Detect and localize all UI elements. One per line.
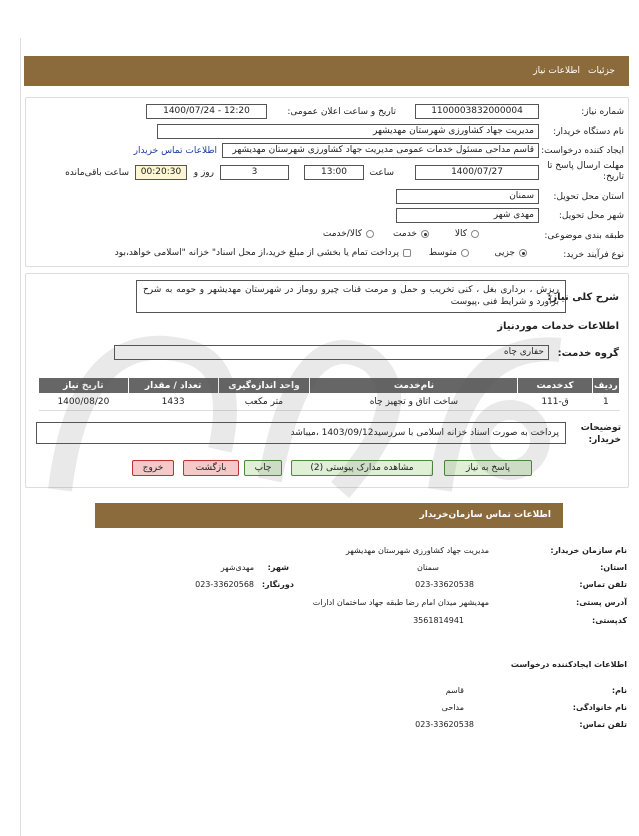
radio-icon xyxy=(366,230,374,238)
days-field: 3 xyxy=(220,165,289,180)
tab-details[interactable]: جزئیات xyxy=(588,66,615,76)
remaining-time-field: 00:20:30 xyxy=(135,165,187,180)
radio-selected-icon xyxy=(519,249,527,257)
announce-label: تاریخ و ساعت اعلان عمومی: xyxy=(287,107,396,117)
contact-city-value: مهدی‌شهر xyxy=(220,563,254,572)
buyer-notes-label: توضیحات خریدار: xyxy=(580,423,621,445)
creator-phone-value: 023-33620538 xyxy=(415,720,474,729)
checkbox-icon xyxy=(403,249,411,257)
org-label: نام سازمان خریدار: xyxy=(550,546,627,555)
summary-field: ریزش ، برداری بغل ، کنی تخریب و حمل و مرمت قنات چیرو روماز در شهرستان مهدیشهر و حومه به شرح برآورد و شرایط فنی ،پیوست xyxy=(136,280,566,313)
reply-button[interactable]: پاسخ به نیاز xyxy=(444,460,532,476)
print-button[interactable]: چاپ xyxy=(244,460,282,476)
category-option-goods[interactable]: کالا xyxy=(455,229,479,239)
table-header-row xyxy=(39,378,620,394)
table-row xyxy=(39,394,620,411)
deadline-time-label: ساعت xyxy=(369,168,394,178)
category-option-goods-service[interactable]: کالا/خدمت xyxy=(323,229,374,239)
buyer-field: مدیریت جهاد کشاورزی شهرستان مهدیشهر xyxy=(157,124,539,139)
group-field: حفاری چاه xyxy=(114,345,549,360)
contact-city-label: شهر: xyxy=(267,563,289,572)
creator-name-label: نام: xyxy=(611,686,627,695)
creator-info-heading: اطلاعات ایجادکننده درخواست xyxy=(510,660,627,669)
col-unit: واحد اندازه‌گیری xyxy=(218,378,310,394)
creator-name-value: قاسم xyxy=(445,686,464,695)
city-label: شهر محل تحویل: xyxy=(558,211,624,221)
col-name: نام‌خدمت xyxy=(310,378,518,394)
radio-icon xyxy=(471,230,479,238)
tab-need-info[interactable]: اطلاعات نیاز xyxy=(533,66,581,76)
col-qty: تعداد / مقدار xyxy=(128,378,218,394)
creator-phone-label: تلفن تماس: xyxy=(579,720,627,729)
fax-label: دورنگار: xyxy=(261,580,294,589)
address-value: مهدیشهر میدان امام رضا طبقه جهاد ساختمان ادارات xyxy=(312,598,489,607)
deadline-time-field: 13:00 xyxy=(304,165,364,180)
need-number-field: 1100003832000004 xyxy=(415,104,539,119)
tab-bar xyxy=(24,56,629,86)
need-number-label: شماره نیاز: xyxy=(581,107,624,117)
deadline-date-field: 1400/07/27 xyxy=(415,165,539,180)
services-table xyxy=(38,377,620,411)
contact-phone-label: تلفن تماس: xyxy=(579,580,627,589)
cell-unit: متر مکعب xyxy=(218,394,310,411)
services-heading: اطلاعات خدمات مورد‌نیاز xyxy=(497,321,619,332)
process-option-medium[interactable]: متوسط xyxy=(429,248,469,258)
view-attachments-button[interactable]: مشاهده مدارک پیوستی (2) xyxy=(291,460,433,476)
contact-province-label: استان: xyxy=(600,563,627,572)
city-field: مهدی شهر xyxy=(396,208,539,223)
province-label: استان محل تحویل: xyxy=(553,192,624,202)
province-field: سمنان xyxy=(396,189,539,204)
cell-qty: 1433 xyxy=(128,394,218,411)
creator-label: ایجاد کننده درخواست: xyxy=(541,146,624,156)
address-label: آدرس پستی: xyxy=(576,598,627,607)
creator-family-value: مداحی xyxy=(441,703,464,712)
payment-treasury-option[interactable]: پرداخت تمام یا بخشی از مبلغ خرید،از محل اسناد" خزانه "اسلامی خواهد،بود xyxy=(115,248,411,258)
radio-icon xyxy=(461,249,469,257)
announce-field: 1400/07/24 - 12:20 xyxy=(146,104,267,119)
fax-value: 023-33620568 xyxy=(195,580,254,589)
postal-value: 3561814941 xyxy=(413,616,464,625)
creator-field: قاسم مداحی مسئول خدمات عمومی مدیریت جهاد کشاورزی شهرستان مهدیشهر xyxy=(222,143,539,158)
buyer-contact-link[interactable]: اطلاعات تماس خریدار xyxy=(133,146,217,156)
org-value: مدیریت جهاد کشاورزی شهرستان مهدیشهر xyxy=(345,546,489,555)
remaining-label: ساعت باقی‌مانده xyxy=(65,168,129,178)
back-button[interactable]: بازگشت xyxy=(183,460,239,476)
cell-name: ساخت اتاق و تجهیز چاه xyxy=(310,394,518,411)
contact-heading: اطلاعات تماس سازمان‌خریدار xyxy=(95,503,563,528)
col-row: ردیف xyxy=(592,378,619,394)
deadline-label: مهلت ارسال پاسخ تا تاریخ: xyxy=(547,161,624,182)
postal-label: کدپستی: xyxy=(592,616,627,625)
buyer-notes-field: پرداخت به صورت اسناد خزانه اسلامی با سررسید1403/09/12 ،میباشد xyxy=(36,422,566,444)
summary-label: شرح کلی نیاز: xyxy=(547,292,619,303)
exit-button[interactable]: خروج xyxy=(132,460,174,476)
cell-code: ق-111 xyxy=(518,394,592,411)
buyer-label: نام دستگاه خریدار: xyxy=(553,127,624,137)
process-label: نوع فرآیند خرید: xyxy=(563,250,624,260)
cell-row: 1 xyxy=(592,394,619,411)
radio-selected-icon xyxy=(421,230,429,238)
contact-province-value: سمنان xyxy=(416,563,439,572)
col-date: تاریخ نیاز xyxy=(39,378,129,394)
col-code: کدخدمت xyxy=(518,378,592,394)
process-option-minor[interactable]: جزیی xyxy=(494,248,527,258)
category-label: طبقه بندی موضوعی: xyxy=(544,231,624,241)
contact-phone-value: 023-33620538 xyxy=(415,580,474,589)
group-label: گروه خدمت: xyxy=(557,348,619,359)
creator-family-label: نام خانوادگی: xyxy=(572,703,627,712)
days-label: روز و xyxy=(193,168,214,178)
cell-date: 1400/08/20 xyxy=(39,394,129,411)
category-option-service[interactable]: خدمت xyxy=(393,229,429,239)
need-details-section xyxy=(25,97,629,267)
